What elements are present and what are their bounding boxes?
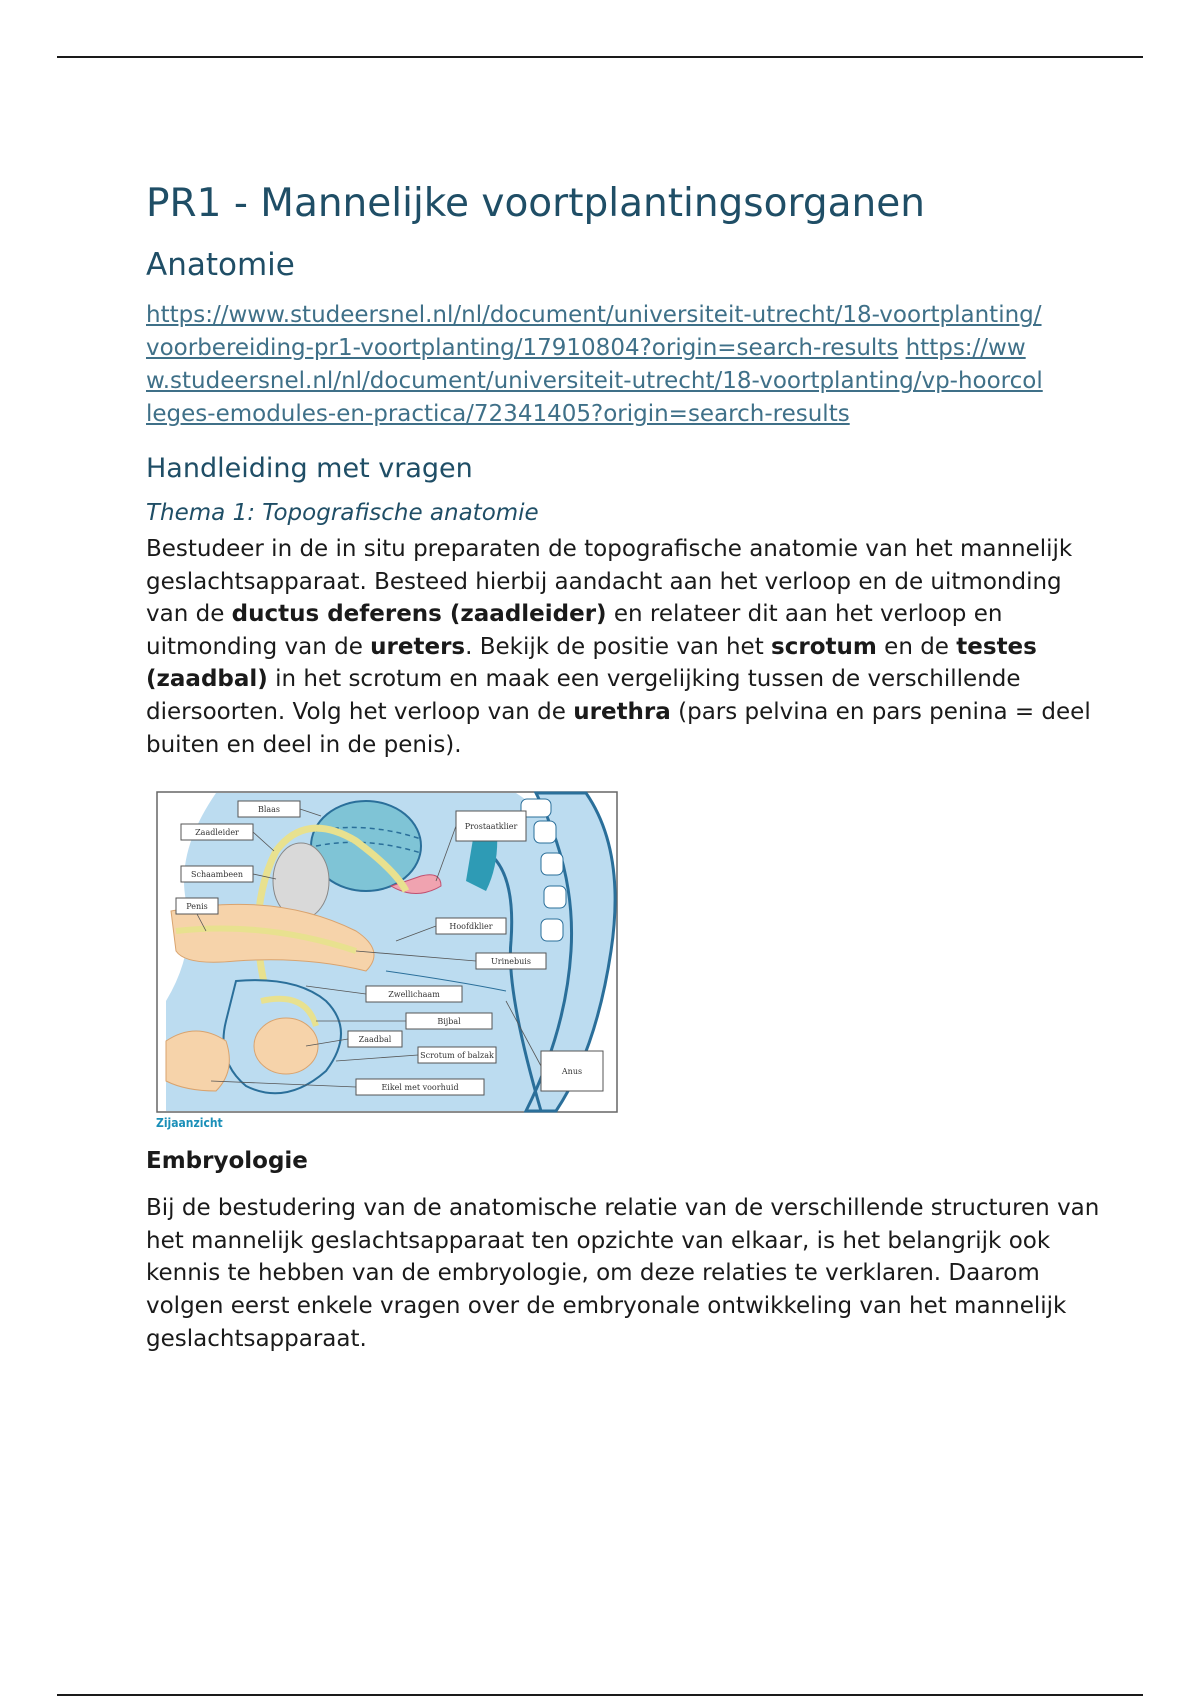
label-hoofdklier: Hoofdklier xyxy=(449,922,493,932)
reference-link-2[interactable]: https://www.studeersnel.nl/nl/document/universiteit-utrecht/18-voortplanting/vp-hoorcolleges-emodules-en-practica/72341405?origin=search-results xyxy=(146,335,1043,427)
label-bijbal: Bijbal xyxy=(437,1017,461,1027)
embryology-paragraph: Bij de bestudering van de anatomische relatie van de verschillende structuren van het mannelijk geslachtsapparaat ten opzichte van elkaar, is het belangrijk ook kennis te hebben van de embryologie, om deze relaties te verklaren. Daarom volgen eerst enkele vragen over de embryonale ontwikkeling van het mannelijk geslachtsapparaat. xyxy=(146,1195,1100,1352)
document-body xyxy=(146,175,1106,1355)
term-testes: testes (zaadbal) xyxy=(146,633,1037,693)
term-ductus-deferens: ductus deferens (zaadleider) xyxy=(231,601,607,628)
text-run: en relateer dit aan het verloop en uitmonding van de xyxy=(146,601,1003,660)
reference-links xyxy=(146,299,1046,431)
term-urethra: urethra xyxy=(573,698,671,725)
term-scrotum: scrotum xyxy=(771,633,877,660)
label-prostaatklier: Prostaatklier xyxy=(464,822,518,832)
page-title: PR1 - Mannelijke voortplantingsorganen xyxy=(146,181,925,226)
bottom-rule xyxy=(57,1694,1143,1696)
label-anus: Anus xyxy=(561,1067,583,1077)
theme-heading: Thema 1: Topografische anatomie xyxy=(146,500,539,526)
term-ureters: ureters xyxy=(370,633,466,660)
reference-link-1[interactable]: https://www.studeersnel.nl/nl/document/universiteit-utrecht/18-voortplanting/voorbereiding-pr1-voortplanting/17910804?origin=search-results xyxy=(146,302,1042,361)
text-run: Bestudeer in de in situ preparaten de topografische anatomie van het mannelijk geslachtsapparaat. Besteed hierbij aandacht aan het verloop en de uitmonding van de xyxy=(146,536,1073,628)
section-heading-anatomy: Anatomie xyxy=(146,247,295,283)
figure-caption: Zijaanzicht xyxy=(156,1116,223,1131)
label-blaas: Blaas xyxy=(257,805,281,815)
label-schaambeen: Schaambeen xyxy=(191,870,243,880)
label-zaadbal: Zaadbal xyxy=(358,1035,392,1045)
label-urinebuis: Urinebuis xyxy=(491,957,531,967)
text-run: (pars pelvina en pars penina = deel buiten en deel in de penis). xyxy=(146,698,1091,758)
label-eikel: Eikel met voorhuid xyxy=(381,1083,459,1093)
manual-heading: Handleiding met vragen xyxy=(146,453,473,484)
anatomy-illustration xyxy=(156,791,618,1113)
label-zaadleider: Zaadleider xyxy=(195,828,239,838)
label-penis: Penis xyxy=(186,902,208,912)
label-zwellichaam: Zwellichaam xyxy=(388,990,440,1000)
text-run: . Bekijk de positie van het xyxy=(465,633,772,660)
anatomy-figure xyxy=(156,791,618,1136)
text-run: en de xyxy=(876,633,957,660)
top-rule xyxy=(57,56,1143,58)
label-scrotum: Scrotum of balzak xyxy=(420,1051,494,1061)
theme-paragraph xyxy=(146,533,1106,761)
text-run: in het scrotum en maak een vergelijking tussen de verschillende diersoorten. Volg het verloop van de xyxy=(146,666,1021,725)
embryology-heading: Embryologie xyxy=(146,1148,308,1175)
